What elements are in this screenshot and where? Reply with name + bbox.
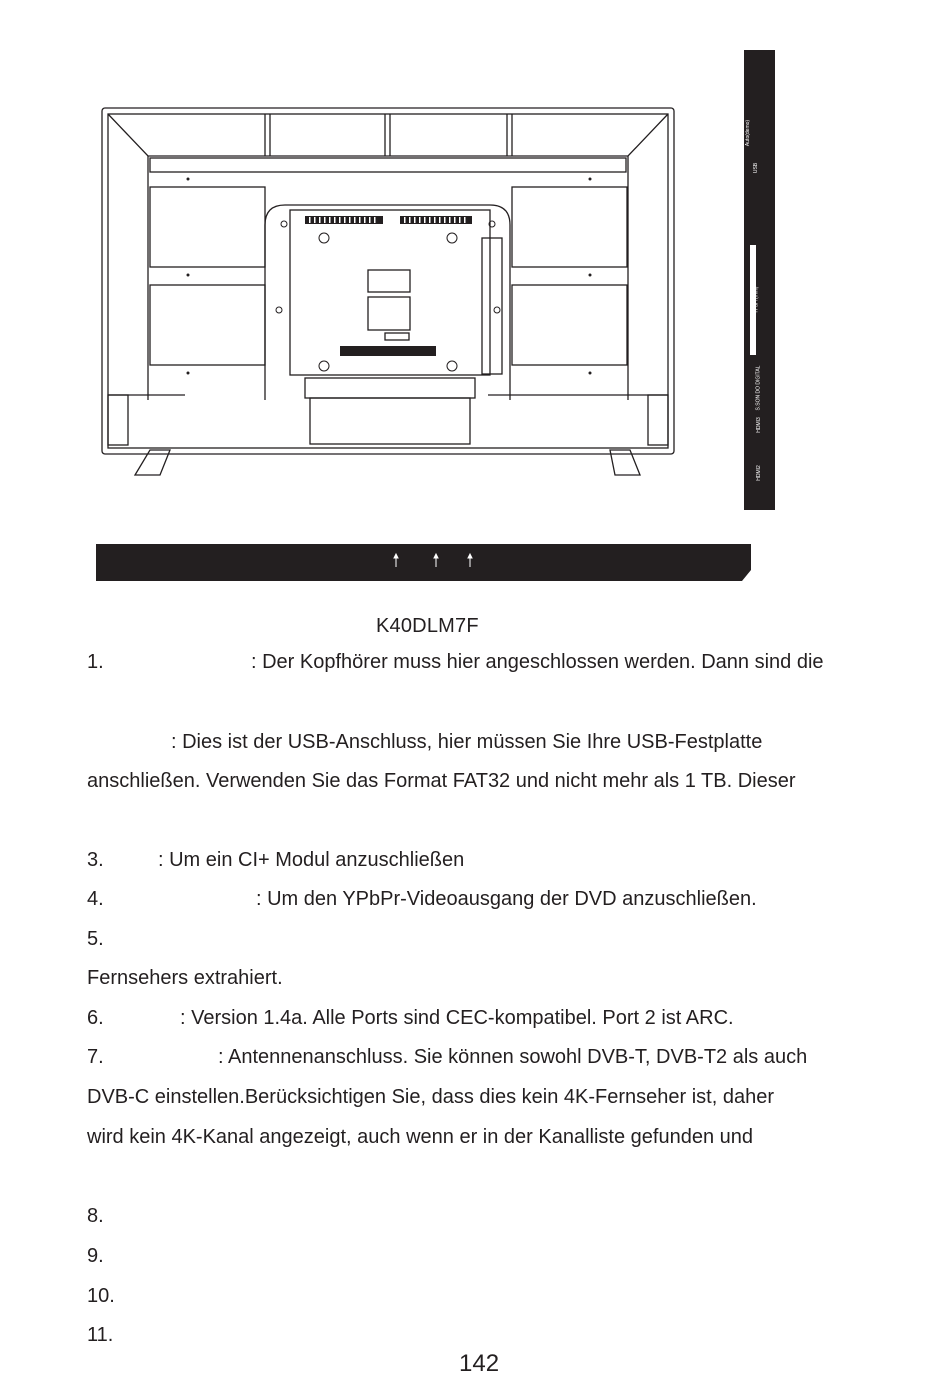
item-text: : Um ein CI+ Modul anzuschließen (158, 849, 465, 871)
item-number: 9. (87, 1245, 104, 1267)
side-label-auto-demo: Auto(demo) (745, 119, 752, 147)
item-text: : Der Kopfhörer muss hier angeschlossen werden. Dann sind die (251, 651, 824, 673)
item-text: : Dies ist der USB-Anschluss, hier müssen Sie Ihre USB-Festplatte (171, 731, 763, 753)
page-number: 142 (459, 1350, 500, 1377)
item-text: wird kein 4K-Kanal angezeigt, auch wenn er in der Kanalliste gefunden und (87, 1126, 753, 1148)
item-number: 1. (87, 651, 104, 673)
model-caption: K40DLM7F (376, 615, 479, 637)
bottom-connector-panel (96, 544, 751, 581)
side-label-spdif: S.SON DO DIGITAL (755, 365, 762, 411)
item-number: 5. (87, 928, 104, 950)
item-text: : Antennenanschluss. Sie können sowohl DVB-T, DVB-T2 als auch (218, 1046, 808, 1068)
side-label-ypbpr: YPbPr(mini) (753, 286, 760, 314)
item-number: 4. (87, 888, 104, 910)
item-text: : Um den YPbPr-Videoausgang der DVD anzuschließen. (256, 888, 757, 910)
item-text: : Version 1.4a. Alle Ports sind CEC-kompatibel. Port 2 ist ARC. (180, 1007, 734, 1029)
tv-rear-diagram (0, 0, 950, 600)
side-label-hdmi2: HDMI2 (755, 465, 762, 481)
item-number: 3. (87, 849, 104, 871)
side-label-hdmi3: HDMI3 (755, 417, 762, 433)
item-number: 10. (87, 1285, 115, 1307)
item-number: 6. (87, 1007, 104, 1029)
item-text: anschließen. Verwenden Sie das Format FAT32 und nicht mehr als 1 TB. Dieser (87, 770, 796, 792)
side-label-usb: USB (753, 162, 760, 174)
item-text: Fernsehers extrahiert. (87, 967, 283, 989)
item-text: DVB-C einstellen.Berücksichtigen Sie, dass dies kein 4K-Fernseher ist, daher (87, 1086, 774, 1108)
item-number: 7. (87, 1046, 104, 1068)
item-number: 8. (87, 1205, 104, 1227)
item-number: 11. (87, 1324, 114, 1346)
